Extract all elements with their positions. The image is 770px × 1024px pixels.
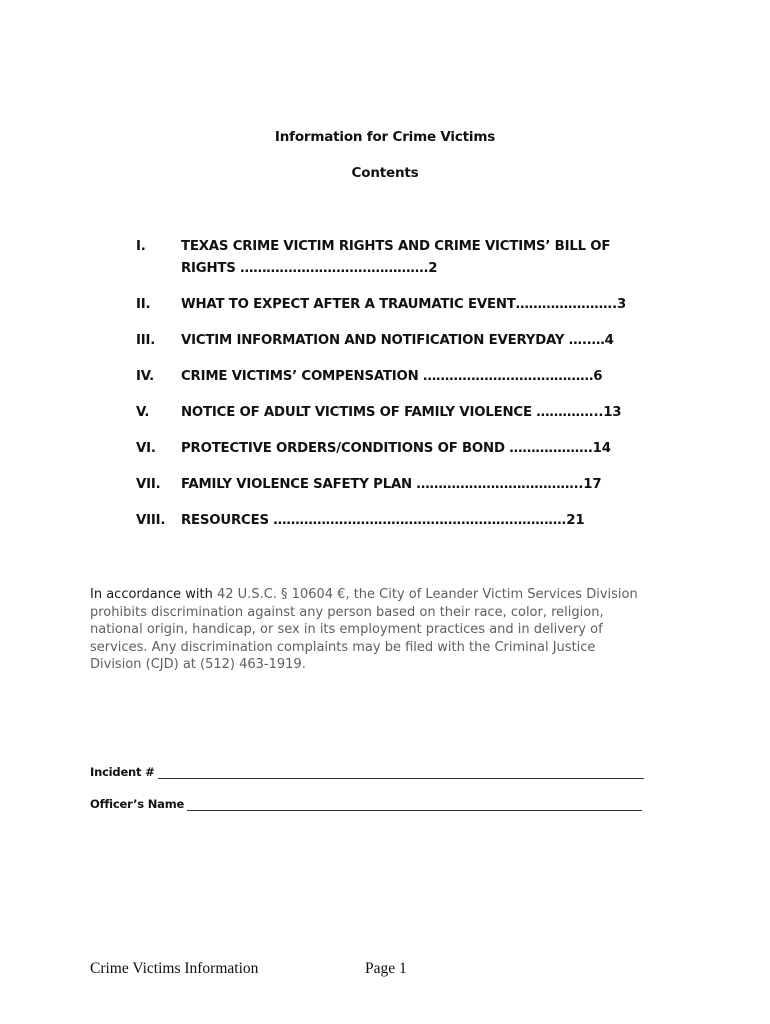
- toc-entry: [136, 510, 696, 532]
- toc-entry: [136, 366, 696, 388]
- toc-title: FAMILY VIOLENCE SAFETY PLAN ………………………………..17: [181, 477, 602, 492]
- toc-number: VI.: [136, 441, 156, 456]
- toc-number: III.: [136, 333, 156, 348]
- toc-number: I.: [136, 239, 146, 254]
- document-title: Information for Crime Victims: [274, 129, 496, 145]
- toc-entry: [136, 236, 696, 280]
- notice-lead: In accordance with: [90, 587, 213, 602]
- toc-title: TEXAS CRIME VICTIM RIGHTS AND CRIME VICTIMS’ BILL OF RIGHTS …………………………………….2: [181, 239, 611, 276]
- contents-heading: Contents: [351, 165, 419, 181]
- officer-label: Officer’s Name: [90, 797, 185, 811]
- toc-number: II.: [136, 297, 151, 312]
- footer-title: Crime Victims Information: [90, 960, 259, 977]
- toc-number: V.: [136, 405, 150, 420]
- officer-name-field: [90, 797, 642, 811]
- toc-title: NOTICE OF ADULT VICTIMS OF FAMILY VIOLENCE …………...13: [181, 405, 622, 420]
- officer-name-blank[interactable]: [187, 798, 642, 811]
- toc-title: VICTIM INFORMATION AND NOTIFICATION EVERYDAY …..…4: [181, 333, 614, 348]
- toc-entry: [136, 402, 696, 424]
- toc-title: RESOURCES ………………………………………………………….21: [181, 513, 585, 528]
- notice-body: 42 U.S.C. § 10604 €, the City of Leander Victim Services Division prohibits discrimination against any person based on their race, color, religion, national origin, handicap, or sex in its employment practices and in delivery of services. Any discrimination complaints may be filed with the Criminal Justice Division (CJD) at (512) 463-1919.: [90, 587, 638, 672]
- page-number: Page 1: [365, 960, 407, 977]
- toc-number: VII.: [136, 477, 161, 492]
- toc-entry: [136, 438, 696, 460]
- incident-number-blank[interactable]: [158, 766, 644, 779]
- toc-entry: [136, 294, 696, 316]
- toc-title: WHAT TO EXPECT AFTER A TRAUMATIC EVENT…………………..3: [181, 297, 627, 312]
- toc-title: CRIME VICTIMS’ COMPENSATION …………………………………6: [181, 369, 603, 384]
- toc-number: VIII.: [136, 513, 166, 528]
- toc-number: IV.: [136, 369, 154, 384]
- toc-title: PROTECTIVE ORDERS/CONDITIONS OF BOND ……………….14: [181, 441, 611, 456]
- incident-label: Incident #: [90, 765, 155, 779]
- toc-entry: [136, 474, 696, 496]
- toc-entry: [136, 330, 696, 352]
- table-of-contents: [136, 236, 696, 546]
- incident-number-field: [90, 765, 644, 779]
- nondiscrimination-notice: [90, 586, 650, 674]
